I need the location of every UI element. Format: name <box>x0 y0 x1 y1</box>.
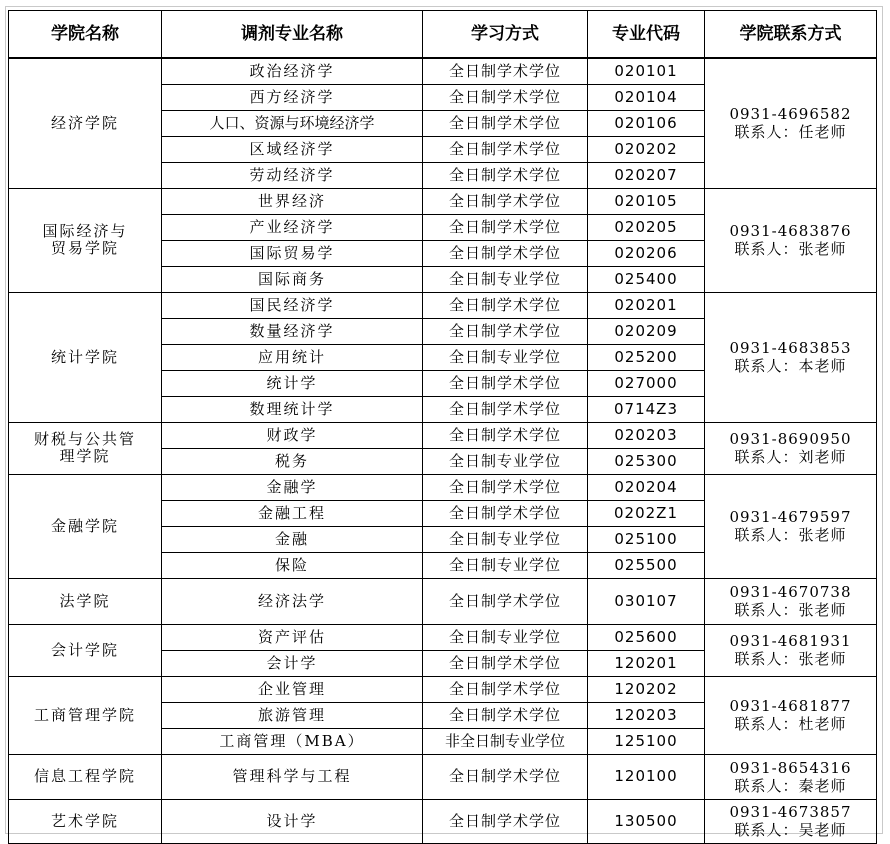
table-row <box>9 188 877 214</box>
major-code: 020209 <box>588 318 705 344</box>
major-name: 国际贸易学 <box>162 240 423 266</box>
major-code: 130500 <box>588 799 705 843</box>
college-name <box>9 676 162 754</box>
table-row <box>9 754 877 799</box>
contact-phone: 0931-4683876 <box>729 222 852 240</box>
contact-phone: 0931-4679597 <box>729 508 852 526</box>
major-code: 027000 <box>588 370 705 396</box>
major-code: 020104 <box>588 84 705 110</box>
major-code: 120201 <box>588 650 705 676</box>
study-mode: 全日制专业学位 <box>423 344 588 370</box>
contact-phone: 0931-4681931 <box>729 632 852 650</box>
header-college: 学院名称 <box>9 11 162 59</box>
major-name: 管理科学与工程 <box>162 754 423 799</box>
major-code: 025100 <box>588 526 705 552</box>
major-name: 工商管理（MBA） <box>162 728 423 754</box>
major-name: 统计学 <box>162 370 423 396</box>
college-contact <box>705 474 877 578</box>
adjustment-majors-table <box>8 10 877 844</box>
major-name: 金融工程 <box>162 500 423 526</box>
contact-phone: 0931-8690950 <box>729 430 852 448</box>
college-name-line: 金融学院 <box>50 516 119 535</box>
college-name-line: 信息工程学院 <box>33 767 136 785</box>
major-name: 区域经济学 <box>162 136 423 162</box>
college-name-line: 贸易学院 <box>50 239 119 257</box>
major-name: 会计学 <box>162 650 423 676</box>
study-mode: 全日制专业学位 <box>423 552 588 578</box>
table-row <box>9 58 877 84</box>
college-name-line: 国际经济与 <box>42 222 128 240</box>
college-name <box>9 799 162 843</box>
college-name <box>9 624 162 676</box>
major-code: 025600 <box>588 624 705 650</box>
study-mode: 全日制学术学位 <box>423 422 588 448</box>
study-mode: 全日制学术学位 <box>423 214 588 240</box>
contact-person: 联系人：秦老师 <box>734 776 847 795</box>
major-name: 人口、资源与环境经济学 <box>162 110 423 136</box>
contact-phone: 0931-4670738 <box>729 583 852 601</box>
major-code: 020204 <box>588 474 705 500</box>
study-mode: 全日制学术学位 <box>423 318 588 344</box>
major-name: 应用统计 <box>162 344 423 370</box>
study-mode: 全日制学术学位 <box>423 702 588 728</box>
major-code: 030107 <box>588 578 705 624</box>
major-name: 财政学 <box>162 422 423 448</box>
study-mode: 全日制学术学位 <box>423 799 588 843</box>
major-code: 120100 <box>588 754 705 799</box>
header-row <box>9 11 877 59</box>
college-contact <box>705 676 877 754</box>
major-name: 产业经济学 <box>162 214 423 240</box>
table-row <box>9 474 877 500</box>
contact-person: 联系人：任老师 <box>734 123 847 142</box>
study-mode: 全日制学术学位 <box>423 84 588 110</box>
college-name-line: 理学院 <box>59 447 111 465</box>
college-contact <box>705 188 877 292</box>
contact-phone: 0931-4681877 <box>729 697 852 715</box>
major-name: 西方经济学 <box>162 84 423 110</box>
contact-phone: 0931-4683853 <box>729 339 852 357</box>
contact-person: 联系人：刘老师 <box>734 448 847 466</box>
study-mode: 全日制学术学位 <box>423 578 588 624</box>
college-name-line: 财税与公共管 <box>33 430 136 448</box>
major-name: 保险 <box>162 552 423 578</box>
major-code: 020207 <box>588 162 705 188</box>
major-name: 金融学 <box>162 474 423 500</box>
major-code: 020202 <box>588 136 705 162</box>
contact-person: 联系人：张老师 <box>734 240 847 258</box>
table-row <box>9 578 877 624</box>
major-name: 国际商务 <box>162 266 423 292</box>
contact-person: 联系人：吴老师 <box>734 821 847 839</box>
major-code: 020201 <box>588 292 705 318</box>
major-code: 120202 <box>588 676 705 702</box>
major-code: 020105 <box>588 188 705 214</box>
header-major: 调剂专业名称 <box>162 11 423 59</box>
study-mode: 全日制学术学位 <box>423 370 588 396</box>
major-name: 设计学 <box>162 799 423 843</box>
study-mode: 全日制学术学位 <box>423 110 588 136</box>
major-code: 0714Z3 <box>588 396 705 422</box>
major-name: 经济法学 <box>162 578 423 624</box>
college-contact <box>705 624 877 676</box>
major-name: 旅游管理 <box>162 702 423 728</box>
contact-person: 联系人：张老师 <box>734 526 847 544</box>
major-name: 劳动经济学 <box>162 162 423 188</box>
study-mode: 全日制专业学位 <box>423 448 588 474</box>
study-mode: 全日制学术学位 <box>423 188 588 214</box>
major-code: 020205 <box>588 214 705 240</box>
contact-phone: 0931-8654316 <box>729 758 852 777</box>
major-code: 020203 <box>588 422 705 448</box>
college-name <box>9 292 162 422</box>
major-code: 0202Z1 <box>588 500 705 526</box>
college-name-line: 法学院 <box>59 591 111 610</box>
header-code: 专业代码 <box>588 11 705 59</box>
major-name: 政治经济学 <box>162 58 423 84</box>
major-name: 世界经济 <box>162 188 423 214</box>
contact-person: 联系人：杜老师 <box>734 715 847 733</box>
college-contact <box>705 58 877 188</box>
major-code: 025300 <box>588 448 705 474</box>
college-name-line: 会计学院 <box>50 640 119 659</box>
college-name-line: 工商管理学院 <box>33 705 136 724</box>
major-code: 020106 <box>588 110 705 136</box>
study-mode: 全日制学术学位 <box>423 474 588 500</box>
college-name <box>9 578 162 624</box>
college-contact <box>705 422 877 474</box>
study-mode: 全日制专业学位 <box>423 624 588 650</box>
college-contact <box>705 578 877 624</box>
college-contact <box>705 754 877 799</box>
college-contact <box>705 799 877 843</box>
major-name: 资产评估 <box>162 624 423 650</box>
table-row <box>9 624 877 650</box>
contact-phone: 0931-4673857 <box>729 803 852 821</box>
contact-person: 联系人：张老师 <box>734 650 847 668</box>
major-code: 120203 <box>588 702 705 728</box>
study-mode: 非全日制专业学位 <box>423 728 588 754</box>
college-name <box>9 58 162 188</box>
study-mode: 全日制学术学位 <box>423 754 588 799</box>
study-mode: 全日制专业学位 <box>423 266 588 292</box>
college-name <box>9 474 162 578</box>
major-code: 020206 <box>588 240 705 266</box>
table-row <box>9 676 877 702</box>
college-name-line: 统计学院 <box>50 347 119 366</box>
study-mode: 全日制学术学位 <box>423 676 588 702</box>
major-name: 企业管理 <box>162 676 423 702</box>
table-row <box>9 422 877 448</box>
major-code: 025200 <box>588 344 705 370</box>
college-name <box>9 422 162 474</box>
study-mode: 全日制专业学位 <box>423 526 588 552</box>
study-mode: 全日制学术学位 <box>423 292 588 318</box>
study-mode: 全日制学术学位 <box>423 396 588 422</box>
major-code: 025500 <box>588 552 705 578</box>
study-mode: 全日制学术学位 <box>423 650 588 676</box>
major-name: 数量经济学 <box>162 318 423 344</box>
college-name-line: 艺术学院 <box>50 811 119 830</box>
study-mode: 全日制学术学位 <box>423 136 588 162</box>
major-code: 020101 <box>588 58 705 84</box>
contact-phone: 0931-4696582 <box>729 105 852 124</box>
header-mode: 学习方式 <box>423 11 588 59</box>
major-name: 税务 <box>162 448 423 474</box>
college-name-line: 经济学院 <box>50 113 119 132</box>
study-mode: 全日制学术学位 <box>423 58 588 84</box>
table-body <box>9 58 877 843</box>
major-name: 金融 <box>162 526 423 552</box>
major-name: 数理统计学 <box>162 396 423 422</box>
contact-person: 联系人：本老师 <box>734 357 847 375</box>
major-code: 025400 <box>588 266 705 292</box>
header-contact: 学院联系方式 <box>705 11 877 59</box>
table-row <box>9 799 877 843</box>
contact-person: 联系人：张老师 <box>734 601 847 619</box>
college-contact <box>705 292 877 422</box>
table-row <box>9 292 877 318</box>
study-mode: 全日制学术学位 <box>423 500 588 526</box>
college-name <box>9 754 162 799</box>
study-mode: 全日制学术学位 <box>423 240 588 266</box>
study-mode: 全日制学术学位 <box>423 162 588 188</box>
college-name <box>9 188 162 292</box>
major-code: 125100 <box>588 728 705 754</box>
major-name: 国民经济学 <box>162 292 423 318</box>
